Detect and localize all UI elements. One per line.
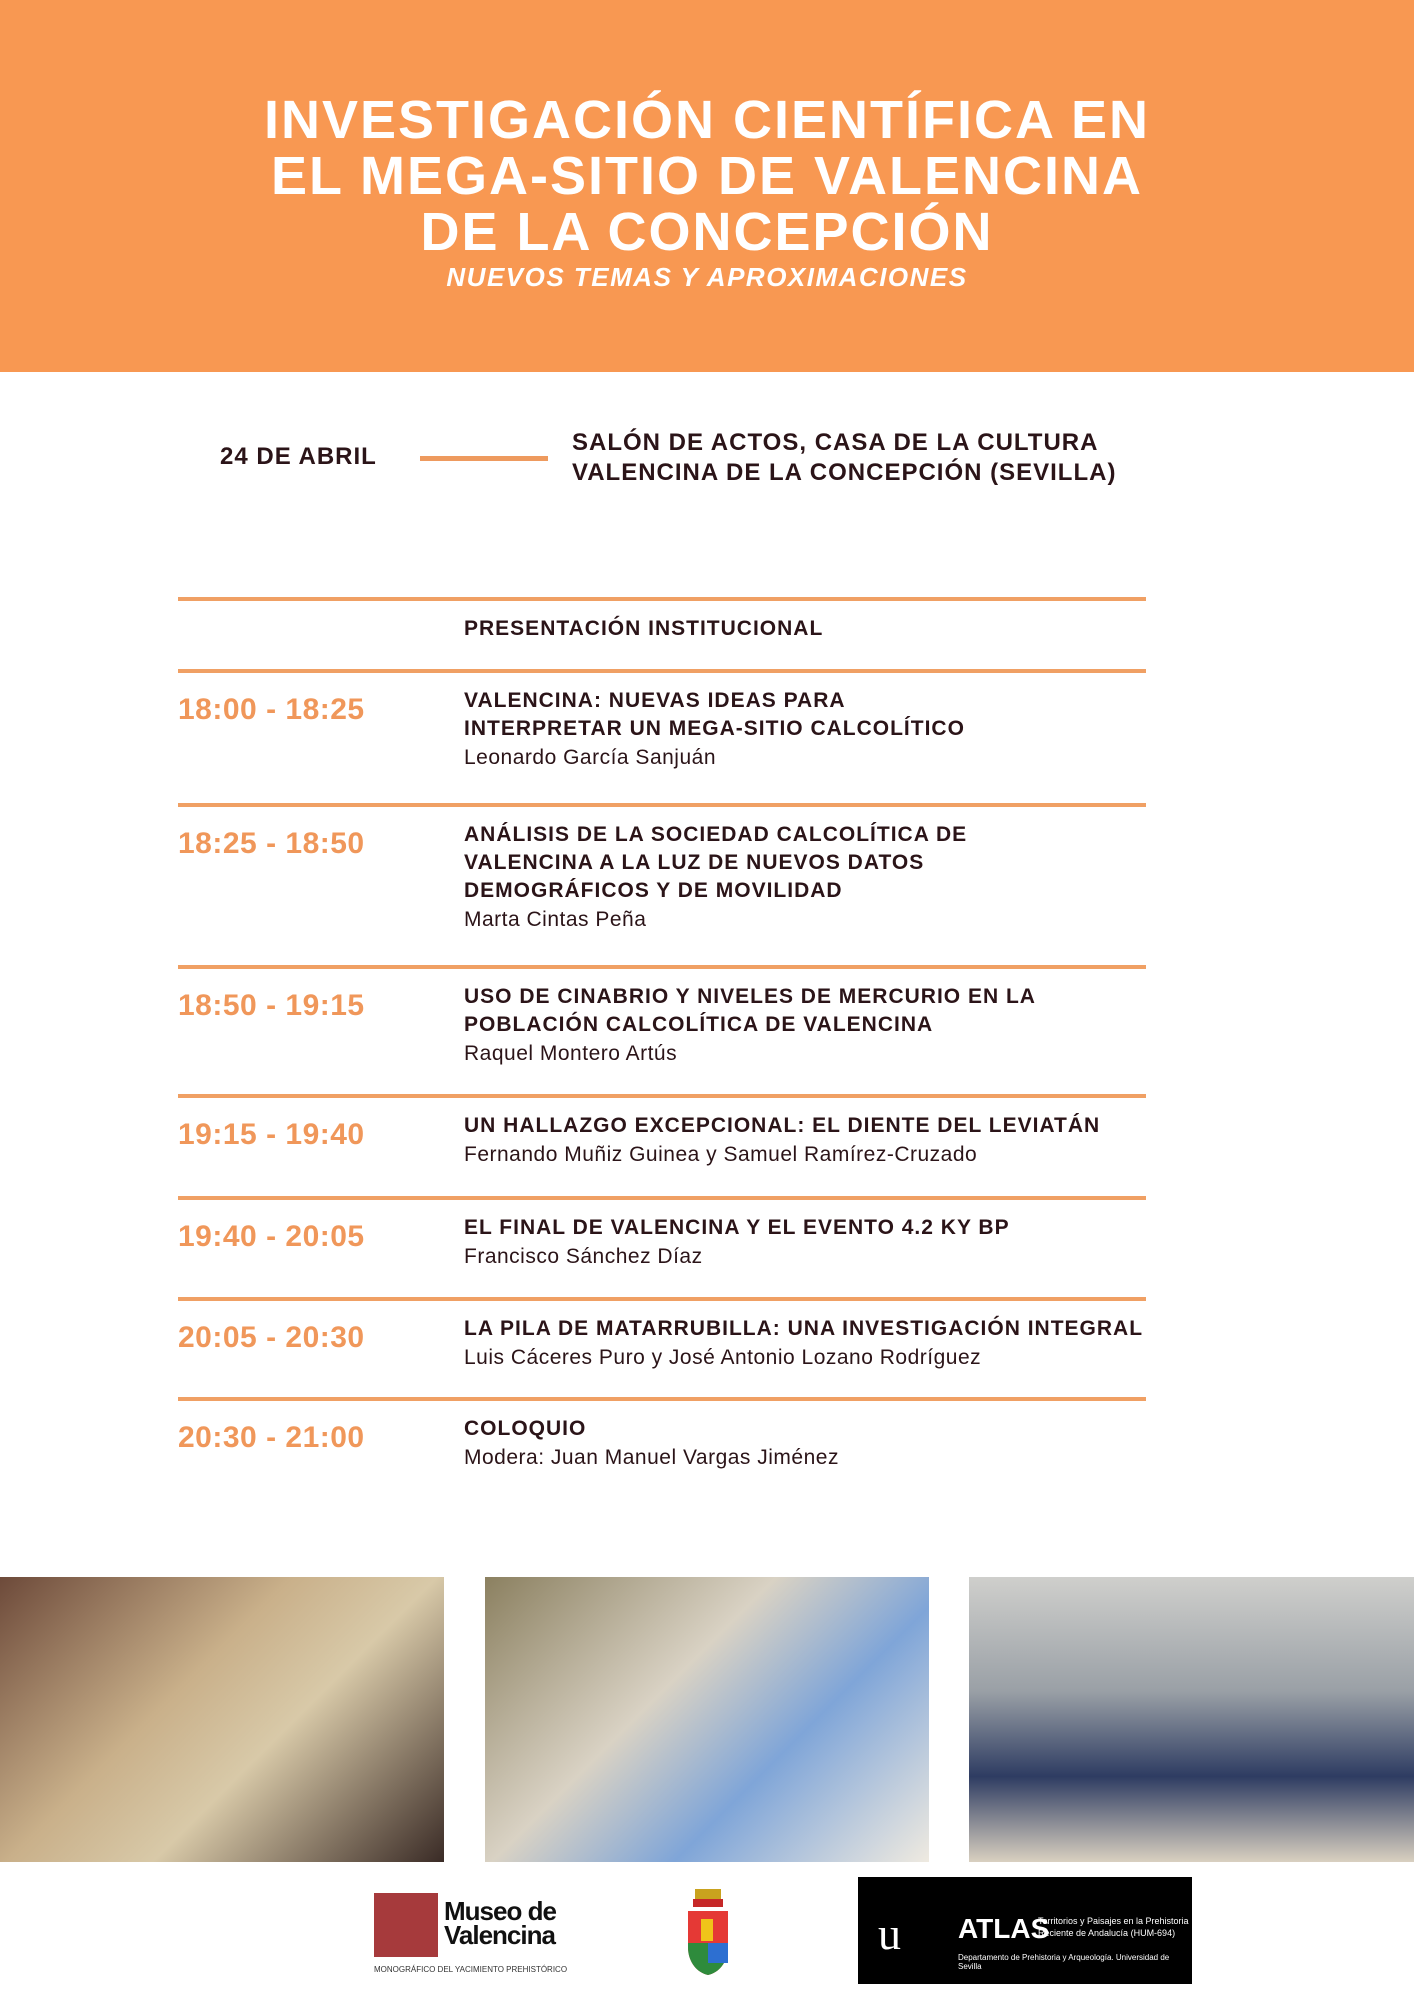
venue-line: SALÓN DE ACTOS, CASA DE LA CULTURA (572, 429, 1099, 456)
poster-title (0, 92, 1414, 260)
row-divider (178, 597, 1146, 601)
atlas-name: ATLAS (958, 1913, 1050, 1944)
coat-of-arms-icon (683, 1885, 733, 1977)
session-info (464, 1214, 1244, 1272)
us-logo: u (878, 1908, 901, 1959)
session-info (464, 687, 1244, 773)
session-speaker: Modera: Juan Manuel Vargas Jiménez (464, 1446, 839, 1469)
session-title: UN HALLAZGO EXCEPCIONAL: EL DIENTE DEL LEVIATÁN (464, 1114, 1101, 1137)
title-line: DE LA CONCEPCIÓN (420, 202, 994, 262)
atlas-department: Departamento de Prehistoria y Arqueología. Universidad de Sevilla (958, 1953, 1170, 1971)
title-line: INVESTIGACIÓN CIENTÍFICA EN (263, 90, 1151, 150)
row-divider (178, 669, 1146, 673)
photo-laboratory (485, 1577, 929, 1862)
session-time: 19:15 - 19:40 (178, 1118, 365, 1151)
session-speaker: Francisco Sánchez Díaz (464, 1245, 703, 1268)
row-divider (178, 1196, 1146, 1200)
row-divider (178, 1094, 1146, 1098)
session-info (464, 615, 1244, 643)
poster-subtitle: NUEVOS TEMAS Y APROXIMACIONES (446, 262, 968, 292)
photo-auditorium (969, 1577, 1414, 1862)
event-date: 24 DE ABRIL (220, 443, 377, 470)
event-venue (572, 428, 1116, 488)
session-info (464, 1415, 1244, 1473)
session-title: COLOQUIO (464, 1417, 587, 1440)
session-speaker: Luis Cáceres Puro y José Antonio Lozano Rodríguez (464, 1346, 982, 1369)
session-info (464, 1315, 1244, 1373)
session-speaker: Fernando Muñiz Guinea y Samuel Ramírez-Cruzado (464, 1143, 978, 1166)
row-divider (178, 1397, 1146, 1401)
atlas-logo (858, 1877, 1192, 1984)
session-info (464, 983, 1244, 1069)
header-banner (0, 0, 1414, 372)
session-speaker: Raquel Montero Artús (464, 1042, 678, 1065)
session-info (464, 821, 1244, 935)
session-title: VALENCINA: NUEVAS IDEAS PARA INTERPRETAR UN MEGA-SITIO CALCOLÍTICO (464, 689, 965, 740)
divider (420, 456, 548, 461)
session-title: PRESENTACIÓN INSTITUCIONAL (464, 617, 824, 640)
session-speaker: Marta Cintas Peña (464, 908, 647, 931)
row-divider (178, 1297, 1146, 1301)
row-divider (178, 965, 1146, 969)
museo-mark-icon (374, 1893, 438, 1957)
title-line: EL MEGA-SITIO DE VALENCINA (270, 146, 1144, 206)
row-divider (178, 803, 1146, 807)
museo-name: Museo de Valencina (444, 1896, 556, 1950)
museo-subtitle: MONOGRÁFICO DEL YACIMIENTO PREHISTÓRICO (374, 1965, 568, 1974)
museo-valencina-logo (374, 1893, 569, 1978)
session-speaker: Leonardo García Sanjuán (464, 746, 717, 769)
photo-excavation-samples (0, 1577, 444, 1862)
atlas-subtitle: Territorios y Paisajes en la Prehistoria Reciente de Andalucía (HUM-694) (1038, 1916, 1189, 1938)
session-title: USO DE CINABRIO Y NIVELES DE MERCURIO EN LA POBLACIÓN CALCOLÍTICA DE VALENCINA (464, 985, 1036, 1036)
session-time: 20:30 - 21:00 (178, 1421, 365, 1454)
session-title: EL FINAL DE VALENCINA Y EL EVENTO 4.2 KY BP (464, 1216, 1010, 1239)
session-time: 18:00 - 18:25 (178, 693, 365, 726)
session-title: ANÁLISIS DE LA SOCIEDAD CALCOLÍTICA DE VALENCINA A LA LUZ DE NUEVOS DATOS DEMOGRÁFICOS Y DE MOVILIDAD (464, 823, 968, 902)
venue-line: VALENCINA DE LA CONCEPCIÓN (SEVILLA) (572, 459, 1117, 486)
session-time: 18:50 - 19:15 (178, 989, 365, 1022)
session-title: LA PILA DE MATARRUBILLA: UNA INVESTIGACIÓN INTEGRAL (464, 1317, 1144, 1340)
session-info (464, 1112, 1244, 1170)
session-time: 18:25 - 18:50 (178, 827, 365, 860)
session-time: 19:40 - 20:05 (178, 1220, 365, 1253)
session-time: 20:05 - 20:30 (178, 1321, 365, 1354)
